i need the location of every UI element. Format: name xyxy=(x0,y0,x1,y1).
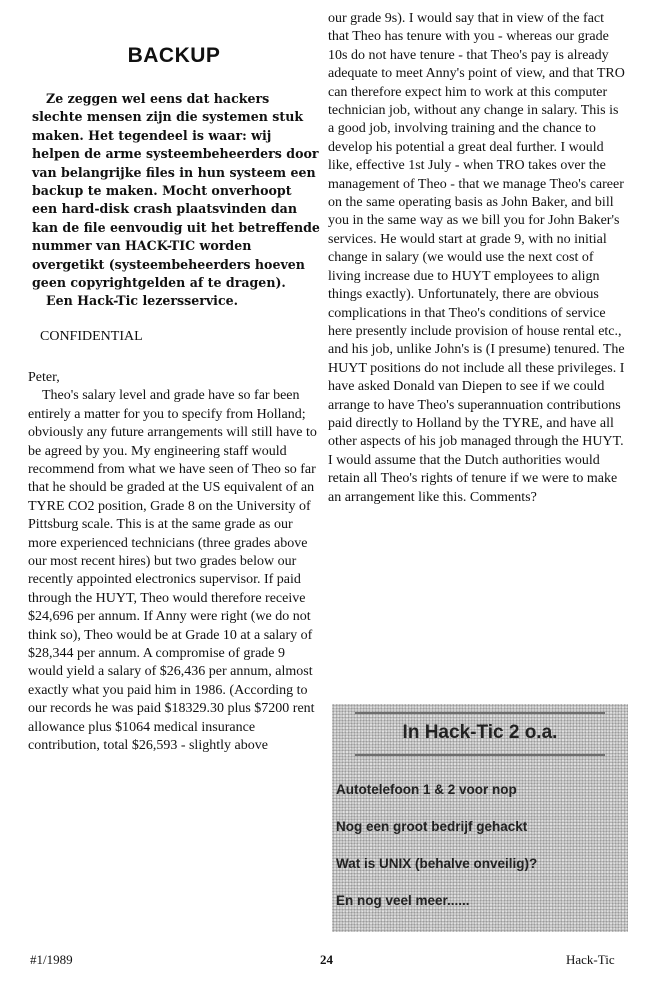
dutch-intro-signoff: Een Hack-Tic lezersservice. xyxy=(46,293,239,309)
advertisement-box xyxy=(332,704,628,932)
page-number: 24 xyxy=(320,952,333,967)
letter-salutation: Peter, xyxy=(28,369,60,385)
issue-number: #1/1989 xyxy=(30,952,73,967)
ad-line: En nog veel meer...... xyxy=(336,893,470,908)
letter-body-right xyxy=(328,10,628,507)
ad-headline: In Hack-Tic 2 o.a. xyxy=(355,712,605,756)
letter-paragraph-right: our grade 9s). I would say that in view of the fact that Theo has tenure with you - whereas our grade 10s do not have tenure - that Theo's pay is already adequate to meet Anny's point of view, and that TRO can therefore expect him to work at this computer technician job, without any change in salary. This is a good job, involving training and the chance to develop his potential a great deal further. I would like, effective 1st July - when TRO takes over the management of Theo - that we manage Theo's career on the same operating basis as John Baker, and bill you in the same way as we bill you for John Baker's services. He would start at grade 9, with no initial change in salary (we would use the next cost of living increase due to HUYT employees to align things exactly). Unfortunately, there are obvious complications in that Theo's conditions of service here presently include provision of house rental etc., and his job, unlike John's is (I presume) tenured. The HUYT positions do not include all these privileges. I have asked Donald van Diepen to see if we could arrange to have Theo's superannuation contributions paid directly to Holland by the TYRE, and have all other aspects of his job managed through the HUYT. I would assume that the Dutch authorities would retain all Theo's rights of tenure if we were to make an arrangement like this. Comments? xyxy=(328,11,625,505)
dutch-intro xyxy=(32,90,320,311)
confidential-label: CONFIDENTIAL xyxy=(40,328,143,344)
right-column xyxy=(328,10,628,507)
ad-line: Autotelefoon 1 & 2 voor nop xyxy=(336,782,517,797)
left-column xyxy=(28,24,320,755)
page-title: BACKUP xyxy=(127,44,221,67)
letter-paragraph-left: Theo's salary level and grade have so far been entirely a matter for you to specify from Holland; obviously any future arrangements will still have to be agreed by you. My engineering staff would recommend from what we have seen of Theo so far that he should be graded at the US equivalent of an TYRE CO2 position, Grade 8 on the University of Pittsburg scale. This is at the same grade as our more experienced technicians (three grades above our most recent hires) but two grades below our recently appointed electronics supervisor. If paid through the HUYT, Theo would therefore receive $24,696 per annum. If Anny were right (we do not think so), Theo would be at Grade 10 at a salary of $28,344 per annum. A compromise of grade 9 would yield a salary of $26,436 per annum, almost exactly what you paid him in 1986. (According to our records he was paid $18329.30 plus $7200 rent allowance plus $1064 medical insurance contribution, total $26,593 - slightly above xyxy=(28,388,317,753)
magazine-name: Hack-Tic xyxy=(566,952,615,967)
ad-line: Wat is UNIX (behalve onveilig)? xyxy=(336,856,538,871)
ad-line: Nog een groot bedrijf gehackt xyxy=(336,819,528,834)
letter-body-left xyxy=(28,369,320,756)
dutch-intro-paragraph: Ze zeggen wel eens dat hackers slechte mensen zijn die systemen stuk maken. Het tegendeel is waar: wij helpen de arme systeembeheerders door van belangrijke files in hun systeem een backup te maken. Mocht onverhoopt een hard-disk crash plaatsvinden dan kan de file eenvoudig uit het betreffende nummer van HACK-TIC worden overgetikt (systeembeheerders hoeven geen copyrightgelden af te dragen). xyxy=(32,91,320,291)
